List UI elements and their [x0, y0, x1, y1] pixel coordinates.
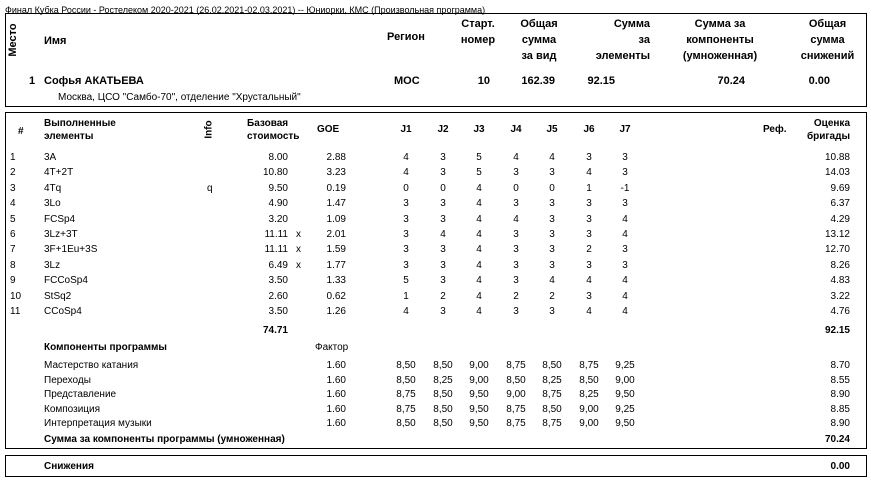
- component-row-factor: 1.60: [326, 374, 346, 386]
- info-header: Info: [203, 120, 215, 139]
- component-row-judge: 8,50: [396, 360, 416, 371]
- element-row-score: 4.29: [830, 213, 850, 225]
- element-row-num: 5: [10, 213, 16, 225]
- element-row-judge: 3: [622, 198, 628, 210]
- element-row-judge: 5: [476, 152, 482, 163]
- element-row-judge: 4: [403, 306, 409, 317]
- element-row-judge: 3: [440, 198, 446, 210]
- element-row-judge: 4: [476, 290, 482, 302]
- goe-header: GOE: [317, 124, 340, 135]
- event-title: Финал Кубка России - Ростелеком 2020-2021 (26.02.2021-02.03.2021) -- Юниорки, КМС (Произвольная программа): [5, 5, 486, 15]
- skater-club: Москва, ЦСО "Самбо-70", отделение "Хрустальный": [58, 92, 301, 103]
- component-row-judge: 8,50: [396, 418, 416, 430]
- element-row-x: x: [296, 229, 301, 240]
- element-row-judge: 3: [440, 275, 446, 287]
- component-row-judge: 9,50: [469, 389, 489, 401]
- element-row-judge: 4: [622, 275, 628, 287]
- component-row-judge: 9,25: [615, 403, 635, 415]
- element-header: [44, 117, 116, 143]
- element-row-goe: 3.23: [326, 167, 346, 179]
- component-row-score: 8.70: [830, 360, 850, 371]
- element-row-name: 3F+1Eu+3S: [44, 244, 98, 256]
- component-row-judge: 8,75: [542, 418, 562, 430]
- panel-header-line: бригады: [806, 131, 850, 142]
- element-row-judge: 4: [476, 244, 482, 256]
- element-row-judge: 4: [476, 229, 482, 240]
- base-value-header-line: стоимость: [247, 131, 300, 142]
- total-components-header-line: компоненты: [686, 34, 754, 46]
- component-row-judge: 9,00: [506, 389, 526, 401]
- element-row-name: StSq2: [44, 290, 72, 302]
- component-row-factor: 1.60: [326, 403, 346, 415]
- element-row-num: 6: [10, 229, 16, 240]
- element-row-score: 4.83: [830, 275, 850, 287]
- element-row-score: 4.76: [830, 306, 850, 317]
- component-row-score: 8.90: [830, 389, 850, 401]
- total-components-header-line: Сумма за: [694, 18, 746, 30]
- element-row-num: 3: [10, 182, 16, 194]
- element-row-base: 9.50: [268, 182, 288, 194]
- element-row-judge: 4: [403, 152, 409, 163]
- element-row-base: 2.60: [268, 290, 288, 302]
- element-row-x: x: [296, 244, 301, 256]
- component-row-name: Интерпретация музыки: [44, 418, 152, 430]
- total-components-header-line: (умноженная): [682, 50, 758, 62]
- element-row-judge: 2: [549, 290, 555, 302]
- num-header: #: [18, 126, 24, 137]
- component-row-judge: 9,00: [469, 360, 489, 371]
- element-header-line: элементы: [44, 131, 94, 142]
- element-row-base: 6.49: [268, 259, 288, 271]
- total-deductions-header-line: Общая: [808, 18, 847, 30]
- skater-total-deductions: 0.00: [808, 75, 830, 87]
- element-row-goe: 2.01: [326, 229, 346, 240]
- component-row-name: Композиция: [44, 403, 101, 415]
- element-row-name: FCSp4: [44, 213, 76, 225]
- element-row-judge: 4: [513, 152, 519, 163]
- elements-total: 92.15: [824, 325, 850, 336]
- element-row-judge: 3: [440, 244, 446, 256]
- element-row-judge: 3: [549, 244, 555, 256]
- judge-header: J4: [510, 124, 522, 135]
- element-row-judge: 3: [403, 213, 409, 225]
- component-row-judge: 9,00: [615, 374, 635, 386]
- component-row-judge: 8,50: [506, 374, 526, 386]
- ref-header: Реф.: [763, 124, 787, 135]
- component-row-judge: 9,00: [469, 374, 489, 386]
- component-row-judge: 9,50: [469, 403, 489, 415]
- component-row-judge: 8,50: [579, 374, 599, 386]
- element-row-judge: 3: [586, 290, 592, 302]
- component-row-judge: 9,50: [615, 418, 635, 430]
- element-row-judge: 3: [549, 213, 555, 225]
- element-row-judge: 0: [403, 182, 409, 194]
- element-row-judge: 4: [403, 167, 409, 179]
- element-row-num: 1: [10, 152, 16, 163]
- element-row-goe: 1.26: [326, 306, 346, 317]
- total-deductions-header-line: снижений: [800, 50, 855, 62]
- component-row-name: Представление: [44, 389, 117, 401]
- component-row-judge: 9,00: [579, 418, 599, 430]
- element-row-judge: 2: [440, 290, 446, 302]
- base-total: 74.71: [262, 325, 288, 336]
- element-row-judge: 0: [549, 182, 555, 194]
- element-row-base: 8.00: [268, 152, 288, 163]
- skater-total-elements: 92.15: [587, 75, 615, 87]
- total-elements-header-line: Сумма: [613, 18, 650, 30]
- judge-header: J1: [400, 124, 412, 135]
- element-row-x: x: [296, 259, 301, 271]
- element-row-judge: 0: [440, 182, 446, 194]
- element-row-judge: 5: [403, 275, 409, 287]
- component-row-judge: 8,75: [506, 418, 526, 430]
- element-row-num: 9: [10, 275, 16, 287]
- element-row-judge: 1: [586, 182, 592, 194]
- component-row-judge: 8,50: [433, 403, 453, 415]
- judge-header: J3: [473, 124, 485, 135]
- total-segment-header: [509, 16, 569, 64]
- total-elements-header: [580, 16, 650, 64]
- total-segment-header-line: сумма: [521, 34, 557, 46]
- component-row-score: 8.55: [830, 374, 850, 386]
- judge-header: J2: [437, 124, 449, 135]
- judge-header: J6: [583, 124, 595, 135]
- components-title: Компоненты программы: [44, 342, 167, 353]
- element-row-num: 11: [10, 306, 21, 317]
- element-row-score: 13.12: [824, 229, 850, 240]
- element-row-judge: 3: [440, 167, 446, 179]
- component-row-judge: 8,50: [433, 389, 453, 401]
- element-row-judge: 2: [586, 244, 592, 256]
- element-row-judge: 3: [513, 198, 519, 210]
- element-row-judge: 3: [513, 244, 519, 256]
- element-row-judge: 4: [622, 229, 628, 240]
- element-row-num: 8: [10, 259, 16, 271]
- element-row-judge: 4: [476, 198, 482, 210]
- element-row-score: 3.22: [830, 290, 850, 302]
- element-row-judge: 3: [549, 167, 555, 179]
- element-row-judge: 3: [440, 152, 446, 163]
- element-row-judge: 4: [622, 306, 628, 317]
- element-row-base: 4.90: [268, 198, 288, 210]
- component-row-factor: 1.60: [326, 389, 346, 401]
- element-row-name: 3A: [44, 152, 57, 163]
- element-row-goe: 1.09: [326, 213, 346, 225]
- element-row-judge: 3: [440, 213, 446, 225]
- element-row-goe: 0.62: [326, 290, 346, 302]
- total-segment-header-line: за вид: [521, 50, 557, 62]
- element-row-name: 4Tq: [44, 182, 62, 194]
- element-row-base: 10.80: [262, 167, 288, 179]
- element-row-goe: 1.59: [326, 244, 346, 256]
- factor-label: Фактор: [315, 342, 349, 353]
- element-row-judge: 3: [403, 198, 409, 210]
- element-row-judge: 3: [403, 259, 409, 271]
- element-row-name: FCCoSp4: [44, 275, 88, 287]
- component-row-name: Переходы: [44, 374, 91, 386]
- element-row-judge: 4: [586, 275, 592, 287]
- skater-name: Софья АКАТЬЕВА: [44, 75, 144, 87]
- skater-region: МОС: [394, 75, 420, 87]
- component-row-judge: 8,75: [542, 389, 562, 401]
- components-total: 70.24: [824, 434, 850, 445]
- deductions-total: 0.00: [830, 461, 850, 472]
- component-row-judge: 8,50: [542, 360, 562, 371]
- component-row-judge: 9,50: [615, 389, 635, 401]
- element-row-judge: 3: [403, 229, 409, 240]
- element-row-judge: 0: [513, 182, 519, 194]
- element-row-judge: 1: [403, 290, 409, 302]
- panel-header: [800, 117, 850, 143]
- element-row-base: 11.11: [264, 229, 288, 240]
- element-row-judge: -1: [620, 182, 630, 194]
- base-value-header: [247, 117, 299, 143]
- element-row-judge: 4: [586, 167, 592, 179]
- element-row-judge: 3: [586, 259, 592, 271]
- total-elements-header-line: элементы: [595, 50, 650, 62]
- judge-header: J5: [546, 124, 558, 135]
- element-row-base: 3.50: [268, 275, 288, 287]
- element-row-judge: 3: [440, 306, 446, 317]
- element-row-goe: 1.47: [326, 198, 346, 210]
- element-row-goe: 0.19: [326, 182, 346, 194]
- total-deductions-header-line: сумма: [810, 34, 845, 46]
- element-row-goe: 1.33: [326, 275, 346, 287]
- component-row-score: 8.85: [830, 403, 850, 415]
- element-row-judge: 4: [513, 213, 519, 225]
- element-row-name: 3Lo: [44, 198, 61, 210]
- component-row-judge: 8,75: [506, 360, 526, 371]
- judge-header: J7: [619, 124, 631, 135]
- element-row-judge: 3: [622, 167, 628, 179]
- element-row-judge: 3: [622, 244, 628, 256]
- element-row-num: 2: [10, 167, 16, 179]
- component-row-judge: 8,50: [433, 418, 453, 430]
- element-header-line: Выполненные: [44, 118, 116, 129]
- component-row-judge: 8,75: [506, 403, 526, 415]
- element-row-judge: 3: [403, 244, 409, 256]
- element-row-judge: 3: [513, 229, 519, 240]
- element-row-base: 11.11: [264, 244, 288, 256]
- total-components-header: [675, 16, 765, 64]
- component-row-judge: 8,25: [579, 389, 599, 401]
- element-row-info: q: [207, 182, 213, 194]
- element-row-judge: 4: [476, 259, 482, 271]
- element-row-judge: 5: [476, 167, 482, 179]
- component-row-judge: 8,50: [396, 374, 416, 386]
- element-row-goe: 2.88: [326, 152, 346, 163]
- total-deductions-header: [795, 16, 860, 64]
- skater-total-components: 70.24: [717, 75, 745, 87]
- element-row-judge: 4: [622, 213, 628, 225]
- start-number-header-line: Старт.: [461, 18, 495, 30]
- element-row-judge: 4: [476, 182, 482, 194]
- element-row-judge: 4: [476, 306, 482, 317]
- element-row-judge: 4: [476, 275, 482, 287]
- element-row-num: 10: [10, 290, 22, 302]
- component-row-judge: 8,75: [396, 403, 416, 415]
- element-row-judge: 3: [622, 152, 628, 163]
- element-row-score: 10.88: [824, 152, 850, 163]
- skater-start-number: 10: [477, 75, 490, 87]
- element-row-judge: 4: [549, 152, 555, 163]
- element-row-judge: 3: [586, 152, 592, 163]
- deductions-box: [5, 455, 867, 477]
- region-header: Регион: [387, 31, 425, 43]
- element-row-name: 3Lz+3T: [44, 229, 78, 240]
- element-row-score: 8.26: [830, 259, 850, 271]
- skater-total-segment: 162.39: [521, 75, 555, 87]
- element-row-judge: 3: [513, 275, 519, 287]
- start-number-header-line: номер: [460, 34, 496, 46]
- element-row-judge: 3: [549, 259, 555, 271]
- component-row-judge: 8,75: [396, 389, 416, 401]
- element-row-judge: 3: [440, 259, 446, 271]
- element-row-score: 6.37: [830, 198, 850, 210]
- component-row-judge: 9,25: [615, 360, 635, 371]
- component-row-judge: 8,50: [433, 360, 453, 371]
- element-row-judge: 3: [586, 213, 592, 225]
- total-elements-header-line: за: [638, 34, 650, 46]
- component-row-factor: 1.60: [326, 418, 346, 430]
- element-row-score: 12.70: [824, 244, 850, 256]
- element-row-judge: 3: [549, 229, 555, 240]
- element-row-num: 7: [10, 244, 16, 256]
- element-row-judge: 3: [513, 259, 519, 271]
- component-row-judge: 8,50: [542, 403, 562, 415]
- components-total-label: Сумма за компоненты программы (умноженная): [44, 434, 285, 445]
- element-row-judge: 4: [440, 229, 446, 240]
- rank-header: Место: [7, 23, 19, 57]
- element-row-judge: 4: [476, 213, 482, 225]
- deductions-label: Снижения: [44, 461, 94, 472]
- component-row-judge: 8,75: [579, 360, 599, 371]
- element-row-judge: 3: [513, 167, 519, 179]
- start-number-header: [448, 16, 508, 48]
- element-row-base: 3.50: [268, 306, 288, 317]
- element-row-judge: 2: [513, 290, 519, 302]
- panel-header-line: Оценка: [813, 118, 850, 129]
- component-row-judge: 9,00: [579, 403, 599, 415]
- component-row-score: 8.90: [830, 418, 850, 430]
- element-row-score: 14.03: [824, 167, 850, 179]
- element-row-num: 4: [10, 198, 16, 210]
- skater-rank: 1: [29, 75, 36, 87]
- element-row-judge: 4: [586, 306, 592, 317]
- component-row-name: Мастерство катания: [44, 360, 139, 371]
- element-row-judge: 3: [549, 306, 555, 317]
- component-row-judge: 8,25: [542, 374, 562, 386]
- element-row-judge: 4: [622, 290, 628, 302]
- component-row-factor: 1.60: [326, 360, 346, 371]
- name-header: Имя: [44, 35, 67, 47]
- element-row-judge: 3: [586, 229, 592, 240]
- element-row-judge: 3: [549, 198, 555, 210]
- element-row-base: 3.20: [268, 213, 288, 225]
- base-value-header-line: Базовая: [247, 118, 289, 129]
- component-row-judge: 8,25: [433, 374, 453, 386]
- element-row-goe: 1.77: [326, 259, 346, 271]
- element-row-score: 9.69: [830, 182, 850, 194]
- element-row-judge: 3: [513, 306, 519, 317]
- component-row-judge: 9,50: [469, 418, 489, 430]
- total-segment-header-line: Общая: [520, 18, 558, 30]
- element-row-name: 3Lz: [44, 259, 61, 271]
- element-row-name: CCoSp4: [44, 306, 82, 317]
- element-row-name: 4T+2T: [44, 167, 74, 179]
- element-row-judge: 4: [549, 275, 555, 287]
- element-row-judge: 3: [586, 198, 592, 210]
- element-row-judge: 3: [622, 259, 628, 271]
